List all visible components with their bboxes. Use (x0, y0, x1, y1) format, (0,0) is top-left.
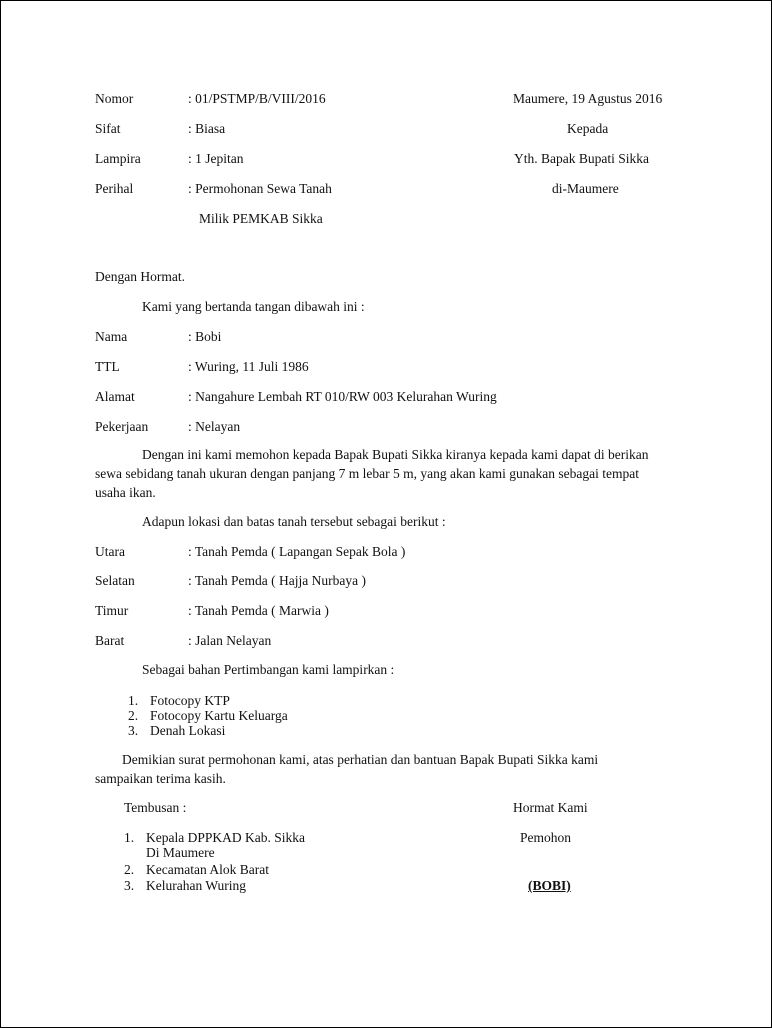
tembusan-item (124, 878, 246, 894)
tembusan-text: Kelurahan Wuring (146, 878, 247, 893)
attachment-number: 2. (128, 708, 139, 723)
tembusan-item (124, 862, 269, 878)
attachment-item (128, 708, 288, 724)
identity-label: Alamat (95, 389, 135, 404)
hormat-kami: Hormat Kami (513, 800, 588, 815)
identity-label: Nama (95, 329, 128, 344)
identity-value: : Bobi (188, 329, 222, 344)
identity-value: : Nelayan (188, 419, 241, 434)
boundary-value: : Tanah Pemda ( Hajja Nurbaya ) (188, 573, 366, 588)
closing-line: Demikian surat permohonan kami, atas perhatian dan bantuan Bapak Bupati Sikka kami (122, 752, 599, 767)
recipient-place: di-Maumere (552, 181, 619, 196)
kepada: Kepada (567, 121, 609, 136)
tembusan-text: Di Maumere (146, 845, 215, 860)
boundary-label: Selatan (95, 573, 135, 588)
attachment-text: Fotocopy KTP (150, 693, 230, 708)
attachment-number: 3. (128, 723, 139, 738)
identity-value: : Nangahure Lembah RT 010/RW 003 Kelurahan Wuring (188, 389, 497, 404)
boundary-value: : Tanah Pemda ( Lapangan Sepak Bola ) (188, 544, 406, 559)
tembusan-number: 3. (124, 878, 135, 893)
request-line: sewa sebidang tanah ukuran dengan panjang 7 m lebar 5 m, yang akan kami gunakan sebagai tempat (95, 466, 639, 481)
attachment-item (128, 693, 230, 709)
lampiran-label: Lampira (95, 151, 141, 166)
boundary-value: : Tanah Pemda ( Marwia ) (188, 603, 329, 618)
sifat-value: : Biasa (188, 121, 226, 136)
nomor-label: Nomor (95, 91, 134, 106)
tembusan-number: 1. (124, 830, 135, 845)
attachment-text: Denah Lokasi (150, 723, 226, 738)
tembusan-item (124, 845, 215, 861)
closing-line: sampaikan terima kasih. (95, 771, 226, 786)
identity-label: TTL (95, 359, 120, 374)
boundary-label: Utara (95, 544, 125, 559)
location-intro: Adapun lokasi dan batas tanah tersebut sebagai berikut : (142, 514, 446, 529)
request-line: Dengan ini kami memohon kepada Bapak Bupati Sikka kiranya kepada kami dapat di berikan (142, 447, 649, 462)
attachments-intro: Sebagai bahan Pertimbangan kami lampirkan : (142, 662, 395, 677)
tembusan-number: 2. (124, 862, 135, 877)
tembusan-label: Tembusan : (124, 800, 187, 815)
boundary-label: Barat (95, 633, 125, 648)
perihal-value-2: Milik PEMKAB Sikka (199, 211, 323, 226)
identity-value: : Wuring, 11 Juli 1986 (188, 359, 309, 374)
nomor-value: : 01/PSTMP/B/VIII/2016 (188, 91, 326, 106)
request-line: usaha ikan. (95, 485, 156, 500)
boundary-label: Timur (95, 603, 129, 618)
tembusan-text: Kepala DPPKAD Kab. Sikka (146, 830, 305, 845)
perihal-value: : Permohonan Sewa Tanah (188, 181, 332, 196)
greeting: Dengan Hormat. (95, 269, 185, 284)
tembusan-item (124, 830, 305, 846)
boundary-value: : Jalan Nelayan (188, 633, 272, 648)
perihal-label: Perihal (95, 181, 134, 196)
recipient: Yth. Bapak Bupati Sikka (514, 151, 649, 166)
attachment-number: 1. (128, 693, 139, 708)
lampiran-value: : 1 Jepitan (188, 151, 244, 166)
pemohon: Pemohon (520, 830, 572, 845)
sifat-label: Sifat (95, 121, 121, 136)
attachment-item (128, 723, 225, 739)
tembusan-text: Kecamatan Alok Barat (146, 862, 269, 877)
identity-label: Pekerjaan (95, 419, 149, 434)
place-date: Maumere, 19 Agustus 2016 (513, 91, 663, 106)
signer-name: (BOBI) (528, 878, 571, 893)
intro-text: Kami yang bertanda tangan dibawah ini : (142, 299, 365, 314)
attachment-text: Fotocopy Kartu Keluarga (150, 708, 288, 723)
